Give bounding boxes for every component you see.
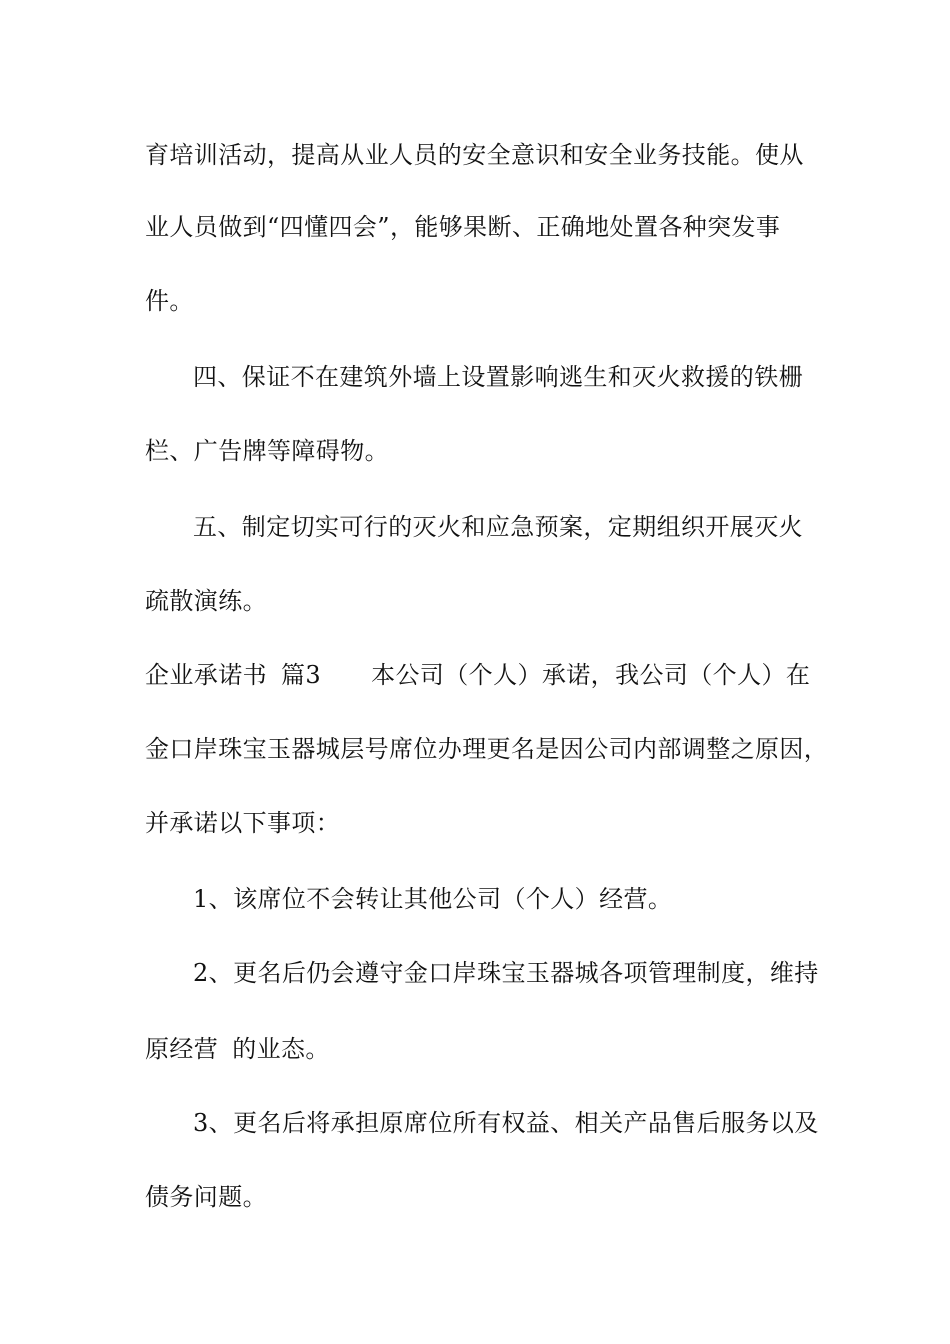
paragraph-line-3: 件。: [145, 287, 194, 315]
pledge-item-1: 1、该席位不会转让其他公司（个人）经营。: [193, 885, 673, 913]
pledge-opening: 本公司（个人）承诺，我公司（个人）在: [371, 661, 811, 689]
section-heading-line: [145, 660, 810, 690]
item-four-line-2: 栏、广告牌等障碍物。: [145, 437, 389, 465]
split-part-2: 的业态。: [232, 1035, 330, 1063]
pledge-item-3-line-1: 3、更名后将承担原席位所有权益、相关产品售后服务以及: [193, 1109, 819, 1137]
paragraph-line-1: 育培训活动，提高从业人员的安全意识和安全业务技能。使从: [145, 141, 804, 169]
item-four-line-1: 四、保证不在建筑外墙上设置影响逃生和灭火救援的铁栅: [193, 363, 803, 391]
doc-title: 企业承诺书: [145, 661, 267, 689]
split-part-1: 原经营: [145, 1035, 219, 1063]
section-number: 篇3: [281, 661, 322, 689]
pledge-item-2-line-2: [145, 1034, 330, 1064]
item-five-line-1: 五、制定切实可行的灭火和应急预案，定期组织开展灭火: [193, 513, 803, 541]
item-five-line-2: 疏散演练。: [145, 587, 267, 615]
paragraph-line-2: 业人员做到“四懂四会”，能够果断、正确地处置各种突发事: [145, 213, 781, 241]
pledge-line-2: 金口岸珠宝玉器城层号席位办理更名是因公司内部调整之原因，: [145, 735, 829, 763]
pledge-line-3: 并承诺以下事项：: [145, 809, 341, 837]
pledge-item-2-line-1: 2、更名后仍会遵守金口岸珠宝玉器城各项管理制度，维持: [193, 959, 819, 987]
pledge-item-3-line-2: 债务问题。: [145, 1183, 267, 1211]
